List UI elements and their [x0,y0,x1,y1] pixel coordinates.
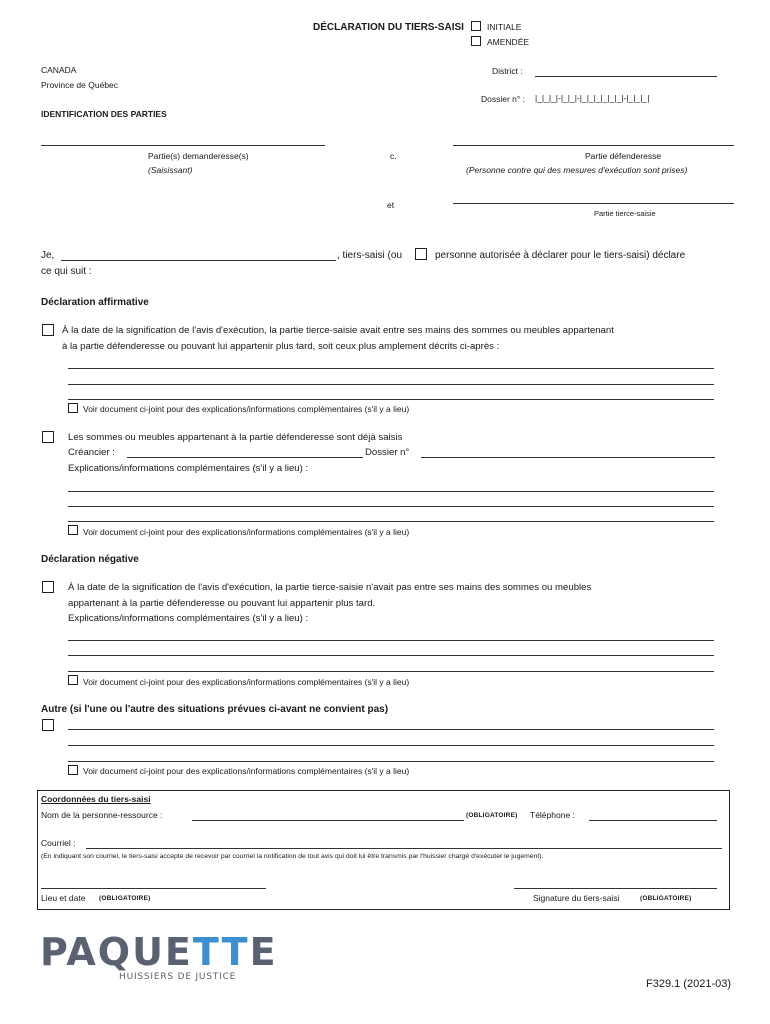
autre-checkbox[interactable] [42,719,54,731]
province-label: Province de Québec [41,80,119,90]
email-field[interactable] [86,848,722,849]
affirmative-option2-checkbox[interactable] [42,431,54,443]
defenderesse-label: Partie défenderesse [585,151,662,161]
email-consent-note: (En indiquant son courriel, le tiers-saisi accepte de recevoir par courriel la notification de tout avis qui doit lui être transmis par l'huissier chargé d'exécuter le jugement). [41,853,544,860]
affirmative-section-title: Déclaration affirmative [41,297,149,308]
logo-text-accent: TT [192,930,250,974]
contact-name-field[interactable] [192,820,464,821]
district-field[interactable] [535,76,717,77]
declaration-start: Je, [41,250,55,261]
affirmative-option1-line1: À la date de la signification de l'avis d'exécution, la partie tierce-saisie avait entre ses mains des sommes ou meubles appartenant [62,325,614,336]
affirmative-option1-detail-line[interactable] [68,399,714,400]
autre-attach-checkbox[interactable] [68,765,78,775]
tierce-saisie-label: Partie tierce-saisie [594,209,656,218]
negative-section-title: Déclaration négative [41,554,139,565]
defenderesse-sublabel: (Personne contre qui des mesures d'exécution sont prises) [466,165,688,175]
affirmative-option2-line1: Les sommes ou meubles appartenant à la partie défenderesse sont déjà saisis [68,432,403,443]
signature-required: (OBLIGATOIRE) [640,895,692,902]
form-title: DÉCLARATION DU TIERS-SAISI [313,22,464,33]
declaration-end: personne autorisée à déclarer pour le tiers-saisi) déclare [435,250,686,261]
initiale-checkbox[interactable] [471,21,481,31]
logo-text-part2: E [249,930,278,974]
affirmative-option1-checkbox[interactable] [42,324,54,336]
paquette-logo [40,930,278,974]
negative-line2: appartenant à la partie défenderesse ou pouvant lui appartenir plus tard. [68,598,376,609]
versus-label: c. [390,151,397,161]
dossier-label: Dossier n° : [481,94,526,104]
form-code: F329.1 (2021-03) [646,978,731,990]
affirmative-option1-detail-line[interactable] [68,384,714,385]
affirmative-option1-attach-checkbox[interactable] [68,403,78,413]
demanderesse-field[interactable] [41,145,325,146]
affirmative-option2-explications-label: Explications/informations complémentaires (s'il y a lieu) : [68,463,309,474]
place-date-required: (OBLIGATOIRE) [99,895,151,902]
declaration-mid: , tiers-saisi (ou [337,250,403,261]
dossier-number-field[interactable]: |_|_|_|-|_|_|-|_|_|_|_|_|_|-|_|_|_| [535,93,650,103]
email-label: Courriel : [41,838,76,848]
place-date-label: Lieu et date [41,893,86,903]
autre-detail-line[interactable] [68,745,714,746]
amendee-label: AMENDÉE [487,37,530,47]
autre-attach-note: Voir document ci-joint pour des explications/informations complémentaires (s'il y a lieu) [83,766,410,776]
demanderesse-sublabel: (Saisissant) [148,165,193,175]
affirmative-option2-detail-line[interactable] [68,506,714,507]
affirmative-option1-line2: à la partie défenderesse ou pouvant lui appartenir plus tard, soit ceux plus amplement décrits ci-après : [62,341,500,352]
and-label: et [387,200,395,210]
creancier-label: Créancier : [68,447,115,458]
contact-name-label: Nom de la personne-ressource : [41,810,163,820]
negative-detail-line[interactable] [68,655,714,656]
tierce-saisie-field[interactable] [453,203,734,204]
coordonnees-title: Coordonnées du tiers-saisi [41,794,151,804]
place-date-field[interactable] [41,888,266,889]
negative-detail-line[interactable] [68,671,714,672]
creancier-field[interactable] [127,457,363,458]
demanderesse-label: Partie(s) demanderesse(s) [148,151,249,161]
declaration-line2: ce qui suit : [41,266,92,277]
negative-attach-checkbox[interactable] [68,675,78,685]
telephone-field[interactable] [589,820,717,821]
creancier-dossier-label: Dossier n° [365,447,410,458]
negative-detail-line[interactable] [68,640,714,641]
affirmative-option2-detail-line[interactable] [68,521,714,522]
parties-section-title: IDENTIFICATION DES PARTIES [41,109,167,119]
coordonnees-box [37,790,730,910]
affirmative-option2-attach-checkbox[interactable] [68,525,78,535]
negative-attach-note: Voir document ci-joint pour des explications/informations complémentaires (s'il y a lieu) [83,677,410,687]
autre-detail-line[interactable] [68,761,714,762]
contact-name-required: (OBLIGATOIRE) [466,812,518,819]
logo-subtitle: HUISSIERS DE JUSTICE [119,972,237,982]
autre-detail-line[interactable] [68,729,714,730]
affirmative-option1-attach-note: Voir document ci-joint pour des explications/informations complémentaires (s'il y a lieu) [83,404,410,414]
affirmative-option1-detail-line[interactable] [68,368,714,369]
affirmative-option2-detail-line[interactable] [68,491,714,492]
negative-line1: À la date de la signification de l'avis d'exécution, la partie tierce-saisie n'avait pas entre ses mains des sommes ou meubles [68,582,592,593]
country-label: CANADA [41,65,77,75]
initiale-label: INITIALE [487,22,522,32]
declarant-name-field[interactable] [61,260,336,261]
signature-label: Signature du tiers-saisi [533,893,620,903]
creancier-dossier-field[interactable] [421,457,715,458]
district-label: District : [492,66,523,76]
signature-field[interactable] [514,888,717,889]
affirmative-option2-attach-note: Voir document ci-joint pour des explications/informations complémentaires (s'il y a lieu) [83,527,410,537]
telephone-label: Téléphone : [530,810,575,820]
negative-explications-label: Explications/informations complémentaires (s'il y a lieu) : [68,613,309,624]
authorized-person-checkbox[interactable] [415,248,427,260]
defenderesse-field[interactable] [453,145,734,146]
autre-section-title: Autre (si l'une ou l'autre des situations prévues ci-avant ne convient pas) [41,704,389,715]
logo-text-part1: PAQUE [40,930,193,974]
negative-checkbox[interactable] [42,581,54,593]
amendee-checkbox[interactable] [471,36,481,46]
